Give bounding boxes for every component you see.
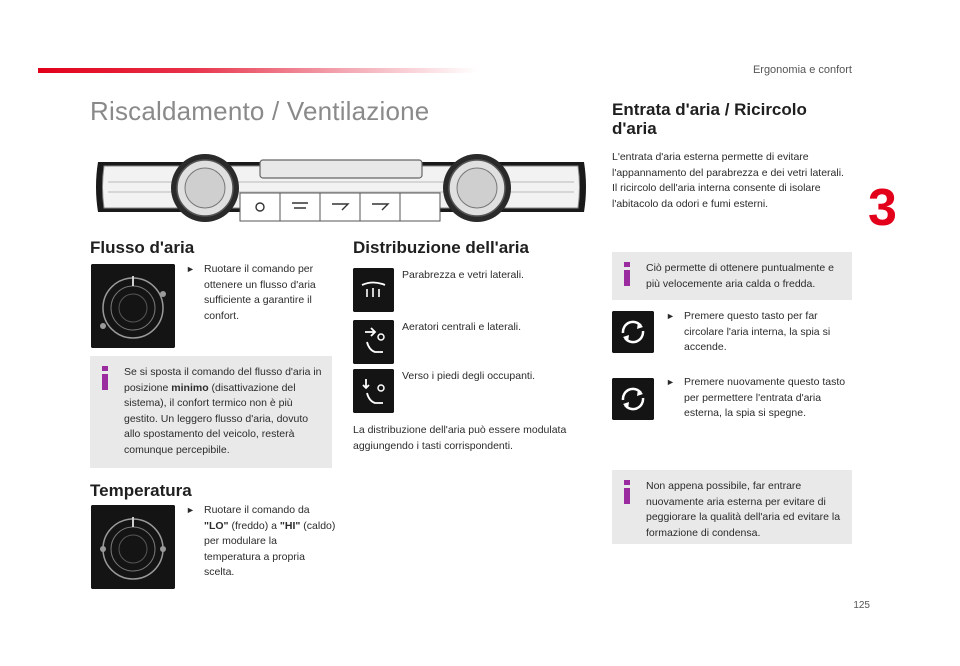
- entrata-bullet-1: [666, 309, 848, 356]
- recirculation-icon: [612, 378, 654, 420]
- page-number: 125: [853, 600, 870, 611]
- flusso-info-box: [90, 356, 332, 468]
- entrata-info-box-1: [612, 252, 852, 300]
- entrata-intro: L'entrata d'aria esterna permette di evitare l'appannamento del parabrezza e dei vetri laterali. Il ricircolo dell'aria interna consente di isolare l'abitacolo da odori e fumi esterni.: [612, 151, 844, 210]
- temperatura-hi: "HI": [279, 519, 301, 532]
- page-title: Riscaldamento / Ventilazione: [90, 96, 430, 126]
- entrata-info1-text: Ciò permette di ottenere puntualmente e più velocemente aria calda o fredda.: [646, 262, 834, 290]
- climate-control-panel-illustration: [90, 148, 592, 226]
- arrow-bullet-icon: ►: [186, 505, 195, 515]
- heading-distribuzione: Distribuzione dell'aria: [353, 238, 529, 257]
- distribuzione-item-feet: Verso i piedi degli occupanti.: [402, 370, 536, 382]
- arrow-bullet-icon: ►: [666, 311, 675, 321]
- flusso-info-text-1: Se si sposta il comando del flusso d'aria in posizione: [124, 366, 322, 394]
- heading-flusso: Flusso d'aria: [90, 238, 195, 257]
- recirculation-icon: [612, 311, 654, 353]
- temperatura-bullet: [186, 503, 336, 581]
- temperatura-text-1: Ruotare il comando da: [204, 504, 310, 516]
- arrow-bullet-icon: ►: [186, 264, 195, 274]
- info-icon: [622, 480, 632, 504]
- flusso-bullet-text: Ruotare il comando per ottenere un flusso d'aria sufficiente a garantire il confort.: [204, 263, 316, 322]
- temperatura-lo: "LO": [204, 519, 229, 532]
- arrow-bullet-icon: ►: [666, 377, 675, 387]
- heading-temperatura: Temperatura: [90, 481, 192, 500]
- entrata-bullet2-text: Premere nuovamente questo tasto per permettere l'entrata d'aria esterna, la spia si spegne.: [684, 376, 846, 419]
- distribuzione-note: La distribuzione dell'aria può essere modulata aggiungendo i tasti corrispondenti.: [353, 424, 567, 452]
- flusso-bullet: [186, 262, 336, 324]
- temperatura-text-2: (freddo) a: [228, 519, 280, 532]
- entrata-info-box-2: [612, 470, 852, 544]
- chapter-number: 3: [868, 179, 897, 237]
- entrata-bullet-2: [666, 375, 848, 422]
- info-icon: [622, 262, 632, 286]
- section-title: Ergonomia e confort: [752, 64, 852, 76]
- windshield-defrost-icon: [353, 268, 394, 312]
- distribuzione-item-windshield: Parabrezza e vetri laterali.: [402, 269, 524, 281]
- temperature-knob-icon: [91, 505, 175, 589]
- flusso-info-bold: minimo: [171, 381, 209, 394]
- header-accent-bar: [38, 68, 478, 73]
- temperatura-text-3: (caldo) per modulare la temperatura a propria scelta.: [204, 519, 336, 578]
- entrata-info2-text: Non appena possibile, far entrare nuovamente aria esterna per evitare di peggiorare la qualità dell'aria ed evitare la formazione di condensa.: [646, 480, 841, 539]
- fan-knob-icon: [91, 264, 175, 348]
- heading-entrata: Entrata d'aria / Ricircolo d'aria: [612, 100, 807, 138]
- distribuzione-item-face: Aeratori centrali e laterali.: [402, 321, 522, 333]
- face-vent-icon: [353, 320, 394, 364]
- entrata-bullet1-text: Premere questo tasto per far circolare l'aria interna, la spia si accende.: [684, 310, 831, 353]
- feet-vent-icon: [353, 369, 394, 413]
- flusso-info-text-2: (disattivazione del sistema), il confort termico non è più gestito. Un leggero flusso d'aria, dovuto allo spostamento del veicolo, resterà comunque percepibile.: [124, 381, 309, 456]
- info-icon: [100, 366, 110, 390]
